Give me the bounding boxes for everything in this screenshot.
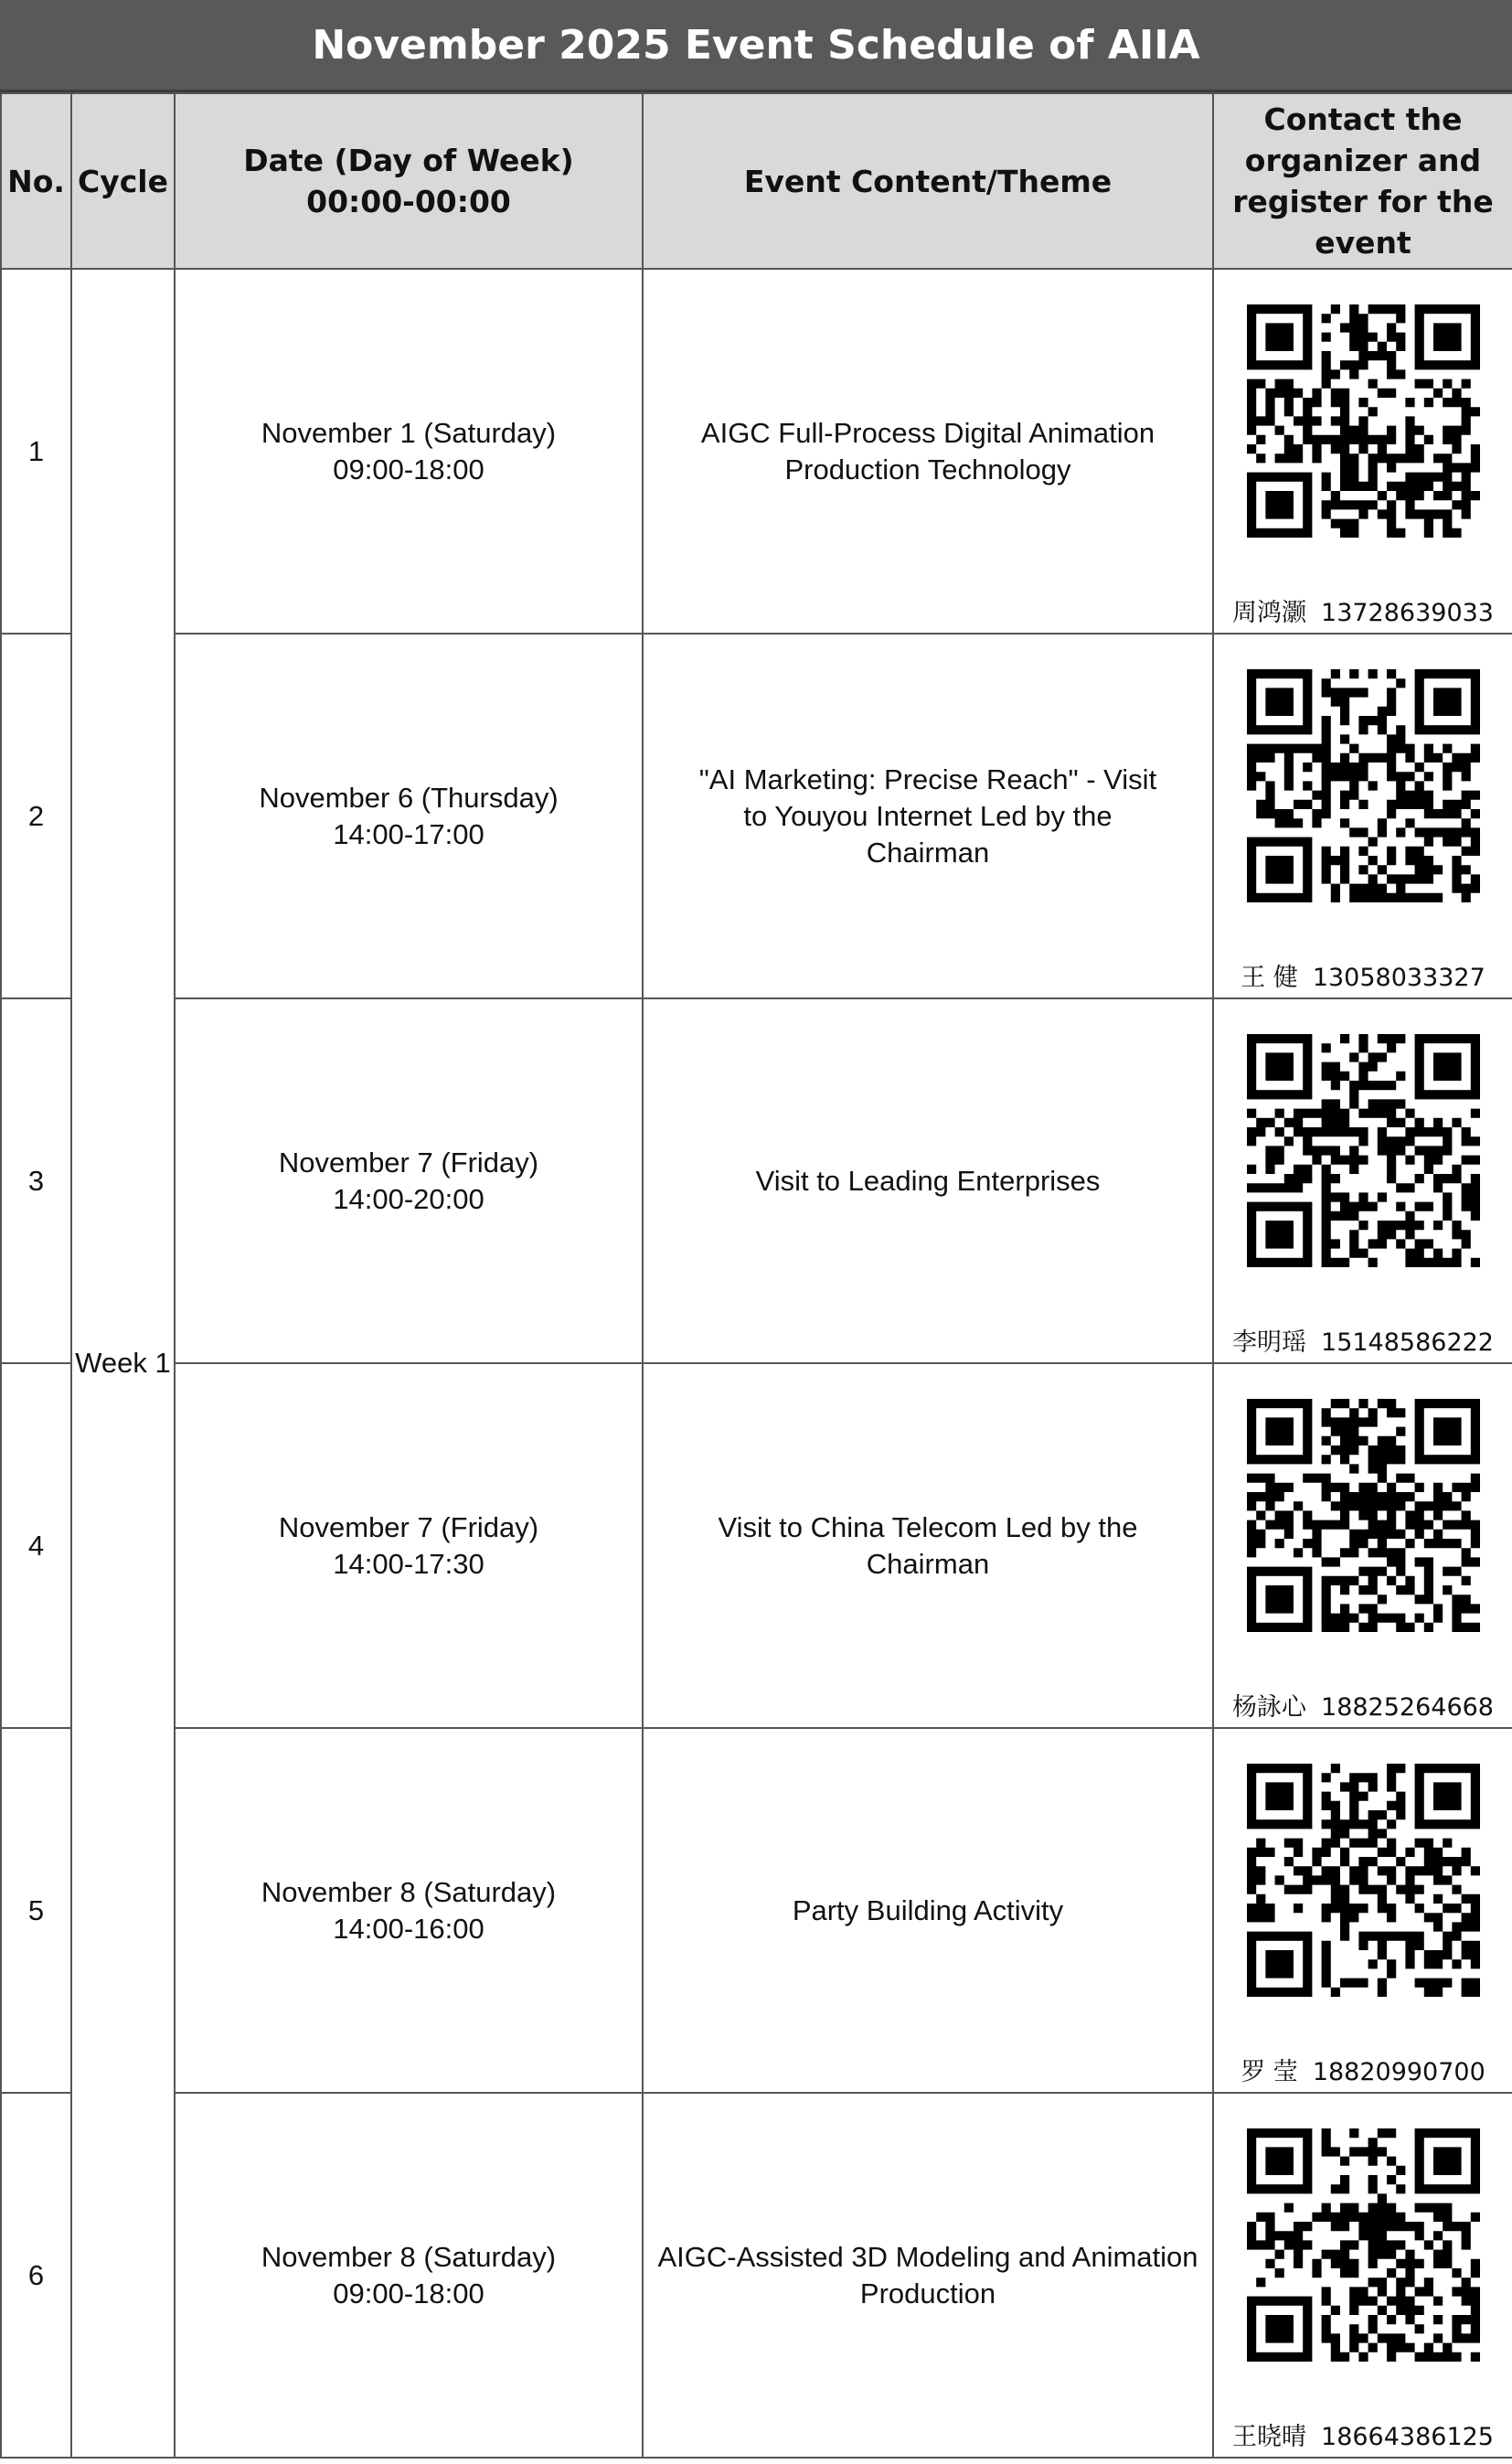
contact-name: 周鸿灏 <box>1232 599 1307 627</box>
event-time: 09:00-18:00 <box>333 453 484 485</box>
contact-cell <box>1213 1363 1512 1728</box>
event-time: 09:00-18:00 <box>333 2277 484 2309</box>
qr-code-icon[interactable] <box>1214 2128 1512 2362</box>
contact-info <box>1214 2422 1512 2453</box>
header-row <box>1 93 1512 269</box>
event-theme: AIGC Full-Process Digital Animation Production Technology <box>643 269 1213 634</box>
contact-cell <box>1213 2093 1512 2458</box>
event-number: 3 <box>1 998 71 1363</box>
event-number: 4 <box>1 1363 71 1728</box>
qr-code-icon[interactable] <box>1214 669 1512 902</box>
header-content: Event Content/Theme <box>643 93 1213 269</box>
event-theme: Visit to Leading Enterprises <box>643 998 1213 1363</box>
contact-info <box>1214 598 1512 629</box>
table-row <box>1 1728 1512 2093</box>
event-date: November 8 (Saturday) <box>261 2240 557 2273</box>
contact-info <box>1214 1328 1512 1359</box>
event-number: 2 <box>1 634 71 998</box>
event-time: 14:00-17:00 <box>333 817 484 850</box>
event-theme: "AI Marketing: Precise Reach" - Visit to Youyou Internet Led by the Chairman <box>643 634 1213 998</box>
contact-phone[interactable]: 18825264668 <box>1321 1693 1494 1722</box>
table-row <box>1 269 1512 634</box>
contact-phone[interactable]: 18820990700 <box>1312 2058 1485 2086</box>
event-date-cell <box>175 269 643 634</box>
contact-info <box>1214 2057 1512 2088</box>
event-theme: AIGC-Assisted 3D Modeling and Animation Production <box>643 2093 1213 2458</box>
page-title: November 2025 Event Schedule of AIIA <box>0 0 1512 92</box>
event-time: 14:00-16:00 <box>333 1912 484 1945</box>
contact-name: 王 健 <box>1240 964 1298 992</box>
contact-phone[interactable]: 13728639033 <box>1321 599 1494 627</box>
contact-phone[interactable]: 13058033327 <box>1312 964 1485 992</box>
contact-name: 罗 莹 <box>1240 2058 1298 2086</box>
qr-code-icon[interactable] <box>1214 1034 1512 1267</box>
event-date-cell <box>175 2093 643 2458</box>
table-row <box>1 1363 1512 1728</box>
event-date: November 6 (Thursday) <box>259 781 559 814</box>
event-date-cell <box>175 998 643 1363</box>
event-theme: Party Building Activity <box>643 1728 1213 2093</box>
event-time: 14:00-17:30 <box>333 1547 484 1580</box>
header-no: No. <box>1 93 71 269</box>
table-row <box>1 634 1512 998</box>
event-theme: Visit to China Telecom Led by the Chairman <box>643 1363 1213 1728</box>
contact-name: 王晓晴 <box>1232 2423 1307 2451</box>
contact-cell <box>1213 634 1512 998</box>
cycle-week: Week 1 <box>71 269 175 2458</box>
contact-info <box>1214 963 1512 994</box>
event-date: November 7 (Friday) <box>278 1510 539 1543</box>
header-contact: Contact the organizer and register for the event <box>1213 93 1512 269</box>
event-number: 1 <box>1 269 71 634</box>
table-row <box>1 2093 1512 2458</box>
qr-code-icon[interactable] <box>1214 304 1512 538</box>
contact-info <box>1214 1692 1512 1723</box>
header-cycle: Cycle <box>71 93 175 269</box>
event-date-cell <box>175 634 643 998</box>
event-number: 6 <box>1 2093 71 2458</box>
contact-name: 杨詠心 <box>1232 1693 1307 1722</box>
qr-code-icon[interactable] <box>1214 1399 1512 1632</box>
event-date: November 8 (Saturday) <box>261 1875 557 1908</box>
qr-code-icon[interactable] <box>1214 1764 1512 1997</box>
contact-cell <box>1213 998 1512 1363</box>
contact-phone[interactable]: 15148586222 <box>1321 1328 1494 1357</box>
contact-phone[interactable]: 18664386125 <box>1321 2423 1494 2451</box>
contact-cell <box>1213 269 1512 634</box>
table-row <box>1 998 1512 1363</box>
event-date-cell <box>175 1728 643 2093</box>
schedule-table <box>0 92 1512 2459</box>
event-date-cell <box>175 1363 643 1728</box>
contact-cell <box>1213 1728 1512 2093</box>
event-date: November 7 (Friday) <box>278 1146 539 1179</box>
header-date: Date (Day of Week) 00:00-00:00 <box>175 93 643 269</box>
contact-name: 李明瑶 <box>1232 1328 1307 1357</box>
event-number: 5 <box>1 1728 71 2093</box>
event-date: November 1 (Saturday) <box>261 416 557 449</box>
event-time: 14:00-20:00 <box>333 1182 484 1215</box>
